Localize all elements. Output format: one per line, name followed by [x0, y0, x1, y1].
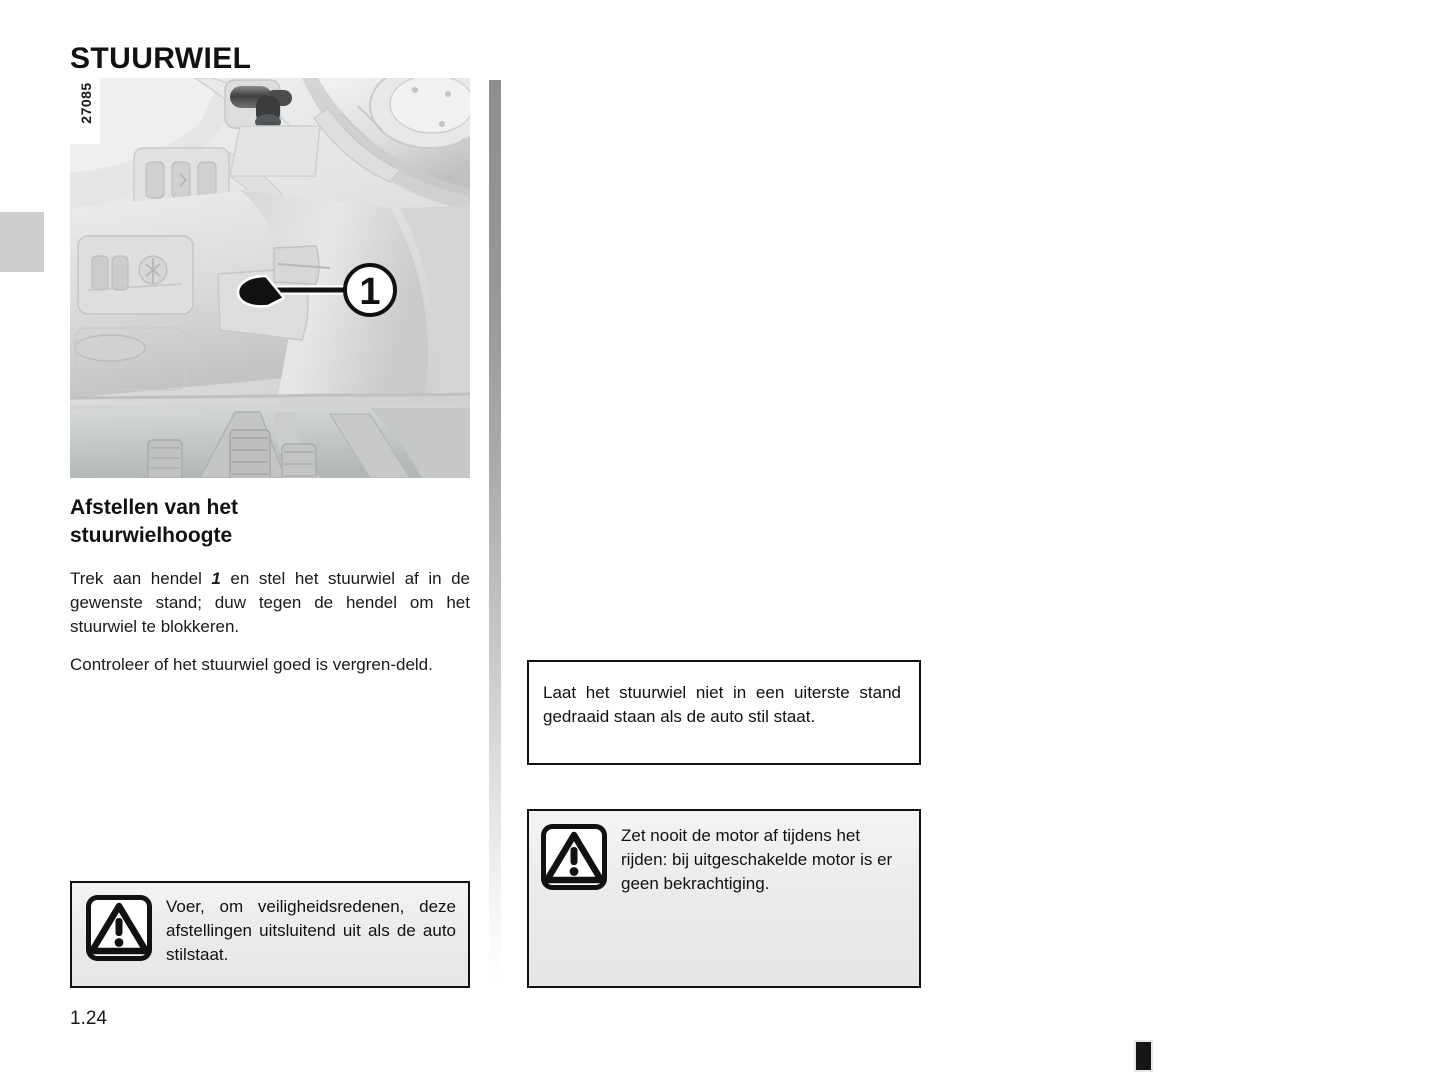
warning-triangle-icon [541, 824, 607, 890]
dashboard-photo-graphic [70, 78, 470, 478]
lever-reference-bold: 1 [211, 568, 221, 588]
warning-box-right-bottom-text: Zet nooit de motor af tijdens het rijden: bij uitgeschakelde motor is er geen bekrachtiging. [621, 826, 893, 893]
svg-text:1: 1 [359, 271, 381, 313]
column-divider [489, 80, 501, 988]
left-column [70, 78, 470, 677]
steering-column-illustration [70, 78, 470, 478]
warning-box-right-bottom [527, 809, 921, 988]
figure-reference-value: 27085 [78, 82, 94, 124]
instruction-paragraph-1 [70, 567, 470, 639]
section-heading: Afstellen van het stuurwielhoogte [70, 496, 239, 548]
page-number: 1.24 [70, 1008, 107, 1029]
paragraph-1-after-bold: en stel het stuurwiel af in de gewenste stand; duw tegen de hendel om het stuurwiel te blokkeren. [70, 568, 470, 636]
instruction-paragraph-2: Controleer of het stuurwiel goed is vergren-deld. [70, 655, 433, 675]
warning-box-right-bottom-content [529, 811, 919, 907]
note-box-right-top [527, 660, 921, 765]
page-title: STUURWIEL [70, 42, 252, 76]
chapter-edge-tab [0, 212, 44, 272]
warning-box-left-content [72, 883, 468, 976]
warning-triangle-icon [86, 895, 152, 961]
paragraph-1-before-bold: Trek aan hendel [70, 568, 212, 588]
figure-reference-number [70, 78, 100, 144]
note-box-right-top-text: Laat het stuurwiel niet in een uiterste stand gedraaid staan als de auto stil staat. [543, 683, 901, 726]
chapter-edge-marker [1134, 1040, 1153, 1072]
warning-box-left-text: Voer, om veiligheidsredenen, deze afstellingen uitsluitend uit als de auto stilstaat. [166, 897, 456, 964]
warning-box-left [70, 881, 470, 988]
note-box-right-top-content [529, 662, 919, 745]
